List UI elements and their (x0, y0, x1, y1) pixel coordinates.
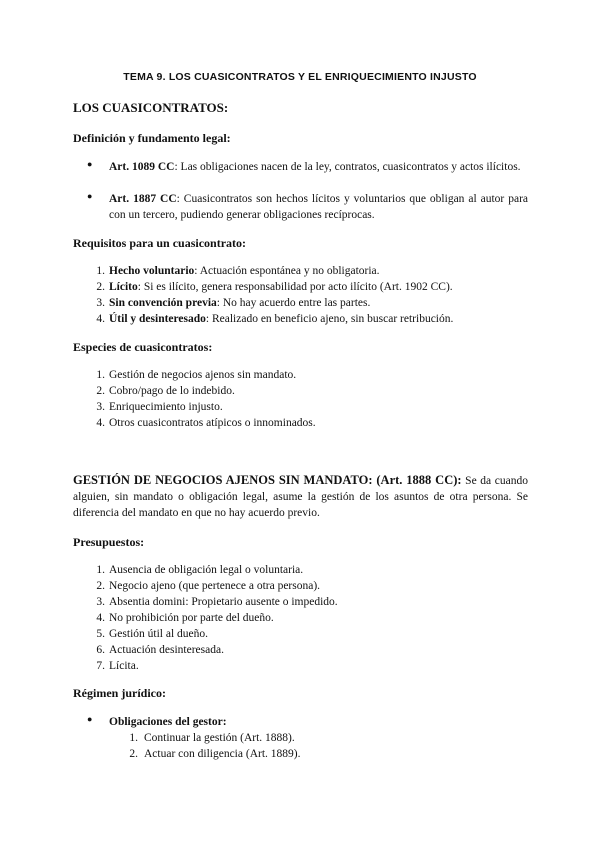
list-item: 2. Negocio ajeno (que pertenece a otra persona). (96, 580, 321, 592)
list-item-text: : Si es ilícito, genera responsabilidad por acto ilícito (Art. 1902 CC). (137, 281, 453, 293)
list-item: 1. Hecho voluntario: Actuación espontánea y no obligatoria. (96, 265, 380, 277)
list-item-text: : Las obligaciones nacen de la ley, contratos, cuasicontratos y actos ilícitos. (174, 161, 521, 173)
gestion-heading: GESTIÓN DE NEGOCIOS AJENOS SIN MANDATO: (Art. 1888 CC): (73, 473, 462, 487)
bullet-icon: ● (87, 159, 93, 169)
list-item: 2. Actuar con diligencia (Art. 1889). (129, 748, 301, 760)
list-item-bold: Art. 1887 CC (109, 193, 177, 205)
list-item-bold: Sin convención previa (109, 297, 217, 309)
list-item: 3. Sin convención previa: No hay acuerdo entre las partes. (96, 297, 371, 309)
page-title: TEMA 9. LOS CUASICONTRATOS Y EL ENRIQUECIMIENTO INJUSTO (123, 71, 477, 83)
list-item: 4. Útil y desinteresado: Realizado en beneficio ajeno, sin buscar retribución. (96, 313, 454, 325)
list-item: 1. Continuar la gestión (Art. 1888). (129, 732, 295, 744)
list-item: 4. No prohibición por parte del dueño. (96, 612, 274, 624)
presupuestos-heading: Presupuestos: (73, 535, 145, 549)
obligations-heading: Obligaciones del gestor: (109, 716, 227, 728)
gestion-paragraph (73, 472, 528, 521)
bullet-icon: ● (87, 191, 93, 201)
list-item-text: : Cuasicontratos son hechos lícitos y voluntarios que obligan al autor para con un tercero, pudiendo generar obligaciones recíprocas. (109, 193, 528, 221)
gestion-text: Se da cuando alguien, sin mandato o obligación legal, asume la gestión de los asuntos de otra persona. Se diferencia del mandato en que no hay acuerdo previo. (73, 475, 528, 519)
requirements-heading: Requisitos para un cuasicontrato: (73, 236, 247, 250)
list-item: 2. Lícito: Si es ilícito, genera responsabilidad por acto ilícito (Art. 1902 CC). (96, 281, 453, 293)
list-item: 6. Actuación desinteresada. (96, 644, 224, 656)
list-item (73, 159, 528, 175)
list-item-text: : Realizado en beneficio ajeno, sin buscar retribución. (205, 313, 454, 325)
regimen-heading: Régimen jurídico: (73, 686, 166, 700)
list-item-text: : No hay acuerdo entre las partes. (216, 297, 371, 309)
list-item: 3. Enriquecimiento injusto. (96, 401, 223, 413)
section-heading-cuasicontratos: LOS CUASICONTRATOS: (73, 100, 229, 115)
list-item: 3. Absentia domini: Propietario ausente o impedido. (96, 596, 338, 608)
list-item: 5. Gestión útil al dueño. (96, 628, 209, 640)
list-item-bold: Hecho voluntario (109, 265, 195, 277)
bullet-icon: ● (87, 714, 93, 724)
list-item-bold: Lícito (109, 281, 138, 293)
list-item: 2. Cobro/pago de lo indebido. (96, 385, 235, 397)
list-item-text: : Actuación espontánea y no obligatoria. (194, 265, 380, 277)
species-heading: Especies de cuasicontratos: (73, 340, 213, 354)
list-item: 4. Otros cuasicontratos atípicos o innominados. (96, 417, 316, 429)
list-item-bold: Útil y desinteresado (109, 313, 206, 325)
definition-heading: Definición y fundamento legal: (73, 131, 231, 145)
list-item: 1. Gestión de negocios ajenos sin mandato. (96, 369, 297, 381)
list-item: 1. Ausencia de obligación legal o voluntaria. (96, 564, 304, 576)
list-item (73, 191, 528, 223)
list-item: 7. Lícita. (96, 660, 139, 672)
list-item (73, 714, 528, 730)
list-item-bold: Art. 1089 CC (109, 161, 175, 173)
